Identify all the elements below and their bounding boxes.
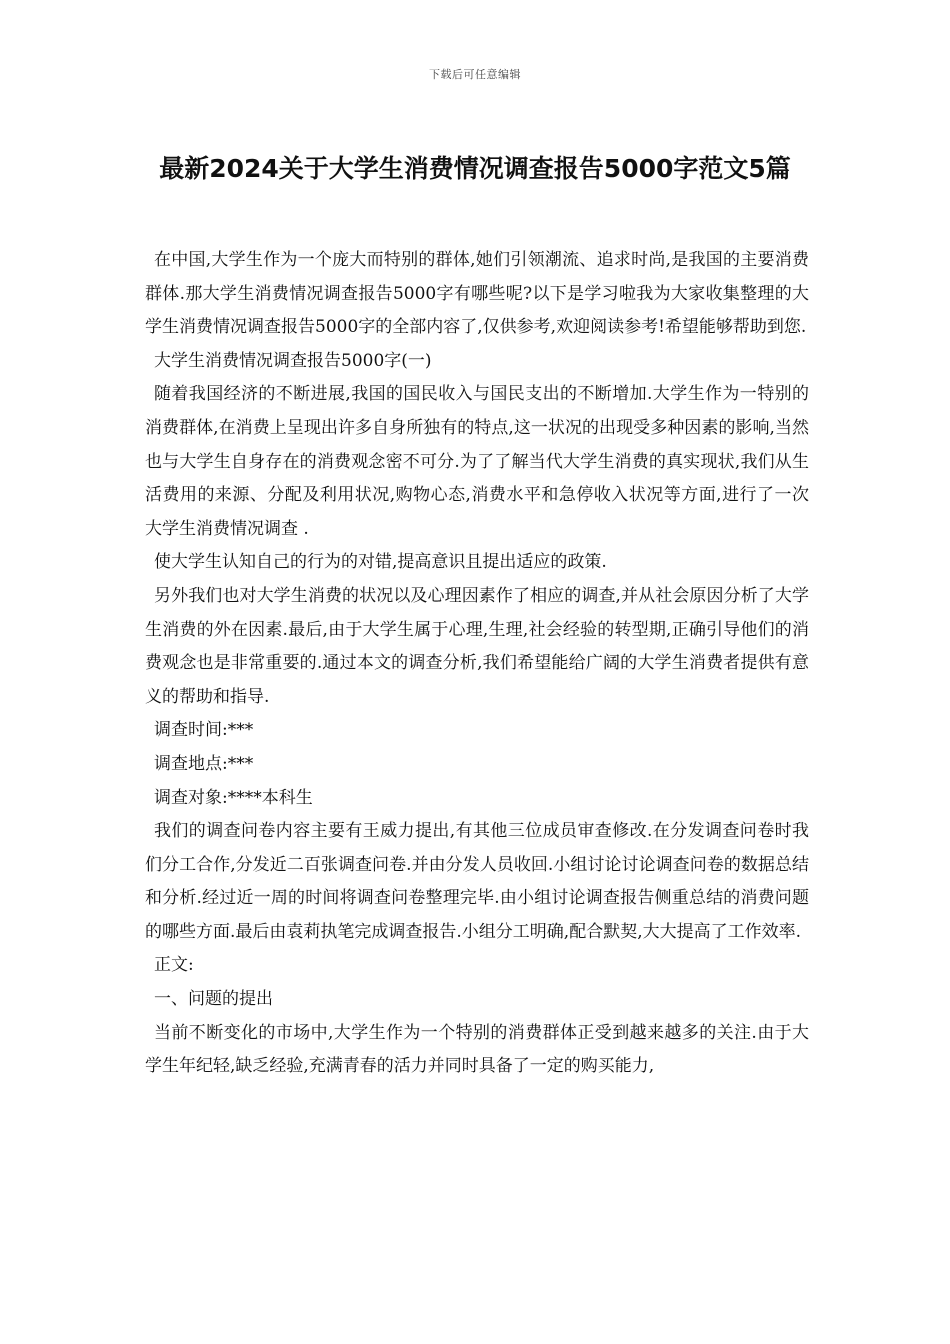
body-paragraph: 随着我国经济的不断进展,我国的国民收入与国民支出的不断增加.大学生作为一特别的消费群体,在消费上呈现出许多自身所独有的特点,这一状况的出现受多种因素的影响,当然也与大学生自身存在的消费观念密不可分.为了了解当代大学生消费的真实现状,我们从生活费用的来源、分配及利用状况,购物心态,消费水平和急停收入状况等方面,进行了一次 大学生消费情况调查 . (145, 384, 809, 539)
survey-time: 调查时间:*** (154, 720, 254, 741)
body-paragraph: 当前不断变化的市场中,大学生作为一个特别的消费群体正受到越来越多的关注.由于大学生年纪轻,缺乏经验,充满青春的活力并同时具备了一定的购买能力, (145, 1022, 809, 1077)
section-heading-1: 大学生消费情况调查报告5000字(一) (154, 350, 432, 371)
body-paragraph: 使大学生认知自己的行为的对错,提高意识且提出适应的政策. (154, 552, 607, 573)
body-paragraph: 我们的调查问卷内容主要有王威力提出,有其他三位成员审查修改.在分发调查问卷时我们分工合作,分发近二百张调查问卷.并由分发人员收回.小组讨论讨论调查问卷的数据总结和分析.经过近一周的时间将调查问卷整理完毕.由小组讨论调查报告侧重总结的消费问题的哪些方面.最后由袁莉执笔完成调查报告.小组分工明确,配合默契,大大提高了工作效率. (145, 821, 809, 942)
body-paragraph: 另外我们也对大学生消费的状况以及心理因素作了相应的调查,并从社会原因分析了大学生消费的外在因素.最后,由于大学生属于心理,生理,社会经验的转型期,正确引导他们的消费观念也是非常重要的.通过本文的调查分析,我们希望能给广阔的大学生消费者提供有意义的帮助和指导. (145, 585, 809, 707)
intro-paragraph: 在中国,大学生作为一个庞大而特别的群体,她们引领潮流、追求时尚,是我国的主要消费群体.那大学生消费情况调查报告5000字有哪些呢?以下是学习啦我为大家收集整理的大学生消费情况调查报告5000字的全部内容了,仅供参考,欢迎阅读参考!希望能够帮助到您. (145, 250, 809, 338)
main-text-label: 正文: (154, 955, 194, 976)
document-body (145, 244, 809, 1084)
document-title: 最新2024关于大学生消费情况调查报告5000字范文5篇 (159, 154, 791, 183)
header-note: 下载后可任意编辑 (429, 68, 521, 81)
section-heading-problem: 一、问题的提出 (154, 989, 273, 1010)
survey-location: 调查地点:*** (154, 753, 254, 774)
survey-subject: 调查对象:****本科生 (154, 787, 313, 808)
